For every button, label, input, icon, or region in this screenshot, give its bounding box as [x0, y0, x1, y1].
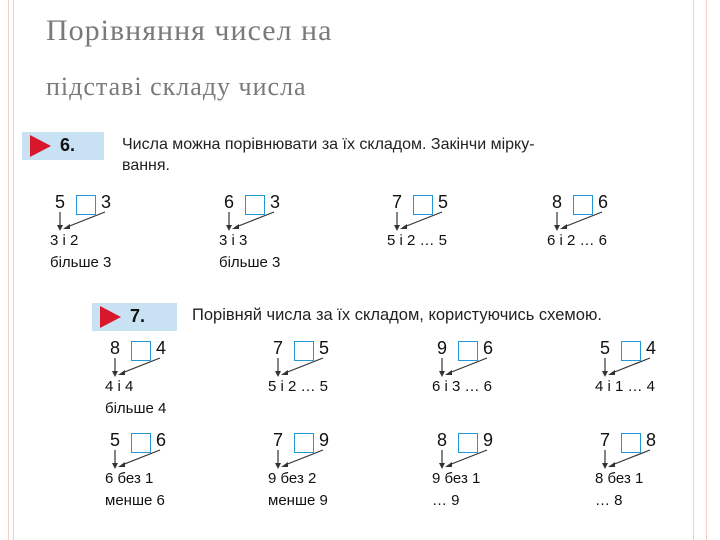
- red-triangle-icon: [30, 135, 51, 157]
- first-number: 7: [273, 430, 284, 450]
- composition-text: 3 і 3: [219, 232, 248, 249]
- comparison-result-text: більше 3: [50, 254, 112, 271]
- comparison-result-text: … 8: [595, 492, 623, 509]
- composition-text: 9 без 2: [268, 470, 317, 487]
- composition-arrows-icon: [600, 356, 660, 378]
- second-number: 3: [101, 192, 112, 212]
- task-7-comparison: [595, 338, 700, 428]
- comparison-result-text: більше 4: [105, 400, 167, 417]
- first-number: 7: [273, 338, 284, 358]
- red-triangle-icon: [100, 306, 121, 328]
- first-number: 6: [224, 192, 235, 212]
- second-number: 5: [319, 338, 330, 358]
- second-number: 6: [598, 192, 609, 212]
- composition-text: 6 і 3 … 6: [432, 378, 493, 395]
- second-number: 4: [156, 338, 167, 358]
- task-6-comparison: [219, 192, 324, 282]
- second-number: 4: [646, 338, 657, 358]
- comparison-result-text: більше 3: [219, 254, 281, 271]
- composition-text: 6 і 2 … 6: [547, 232, 608, 249]
- second-number: 3: [270, 192, 281, 212]
- composition-arrows-icon: [224, 210, 284, 232]
- task-7-text: Порівняй числа за їх складом, користуючись схемою.: [192, 306, 602, 324]
- composition-arrows-icon: [552, 210, 612, 232]
- composition-arrows-icon: [437, 356, 497, 378]
- task-6-badge: [22, 132, 104, 160]
- composition-arrows-icon: [273, 448, 333, 470]
- composition-text: 9 без 1: [432, 470, 481, 487]
- task-7-comparison: [432, 338, 537, 428]
- task-7-comparison: [432, 430, 537, 520]
- composition-text: 6 без 1: [105, 470, 154, 487]
- composition-arrows-icon: [110, 448, 170, 470]
- slide-title-line-1: Порівняння чисел на: [46, 14, 333, 47]
- second-number: 9: [319, 430, 330, 450]
- composition-text: 8 без 1: [595, 470, 644, 487]
- second-number: 6: [156, 430, 167, 450]
- task-6-number: 6.: [60, 135, 76, 155]
- composition-arrows-icon: [600, 448, 660, 470]
- composition-arrows-icon: [392, 210, 452, 232]
- task-6-comparison: [50, 192, 155, 282]
- task-6-comparison: [547, 192, 652, 282]
- first-number: 9: [437, 338, 448, 358]
- task-6-text-line-2: вання.: [122, 157, 170, 174]
- comparison-result-text: менше 9: [268, 492, 328, 509]
- task-7-number: 7.: [130, 306, 146, 326]
- task-7-comparison: [595, 430, 700, 520]
- comparison-result-text: менше 6: [105, 492, 165, 509]
- composition-text: 3 і 2: [50, 232, 79, 249]
- composition-arrows-icon: [437, 448, 497, 470]
- slide-title-line-2: підставі складу числа: [46, 72, 307, 101]
- composition-text: 4 і 1 … 4: [595, 378, 656, 395]
- first-number: 5: [55, 192, 66, 212]
- composition-arrows-icon: [110, 356, 170, 378]
- second-number: 5: [438, 192, 449, 212]
- first-number: 8: [110, 338, 121, 358]
- task-7-comparison: [105, 430, 210, 520]
- first-number: 5: [110, 430, 121, 450]
- task-6-comparison: [387, 192, 492, 282]
- first-number: 5: [600, 338, 611, 358]
- task-7-comparison: [268, 338, 373, 428]
- second-number: 8: [646, 430, 657, 450]
- first-number: 8: [552, 192, 563, 212]
- first-number: 7: [392, 192, 403, 212]
- first-number: 8: [437, 430, 448, 450]
- composition-arrows-icon: [273, 356, 333, 378]
- composition-text: 4 і 4: [105, 378, 134, 395]
- task-7-badge: [92, 303, 177, 331]
- composition-text: 5 і 2 … 5: [387, 232, 448, 249]
- left-border-decoration: [8, 0, 14, 540]
- task-6-text-line-1: Числа можна порівнювати за їх складом. Закінчи мірку-: [122, 136, 535, 153]
- second-number: 6: [483, 338, 494, 358]
- comparison-result-text: … 9: [432, 492, 460, 509]
- first-number: 7: [600, 430, 611, 450]
- composition-arrows-icon: [55, 210, 115, 232]
- composition-text: 5 і 2 … 5: [268, 378, 329, 395]
- second-number: 9: [483, 430, 494, 450]
- task-7-comparison: [105, 338, 210, 428]
- task-7-comparison: [268, 430, 373, 520]
